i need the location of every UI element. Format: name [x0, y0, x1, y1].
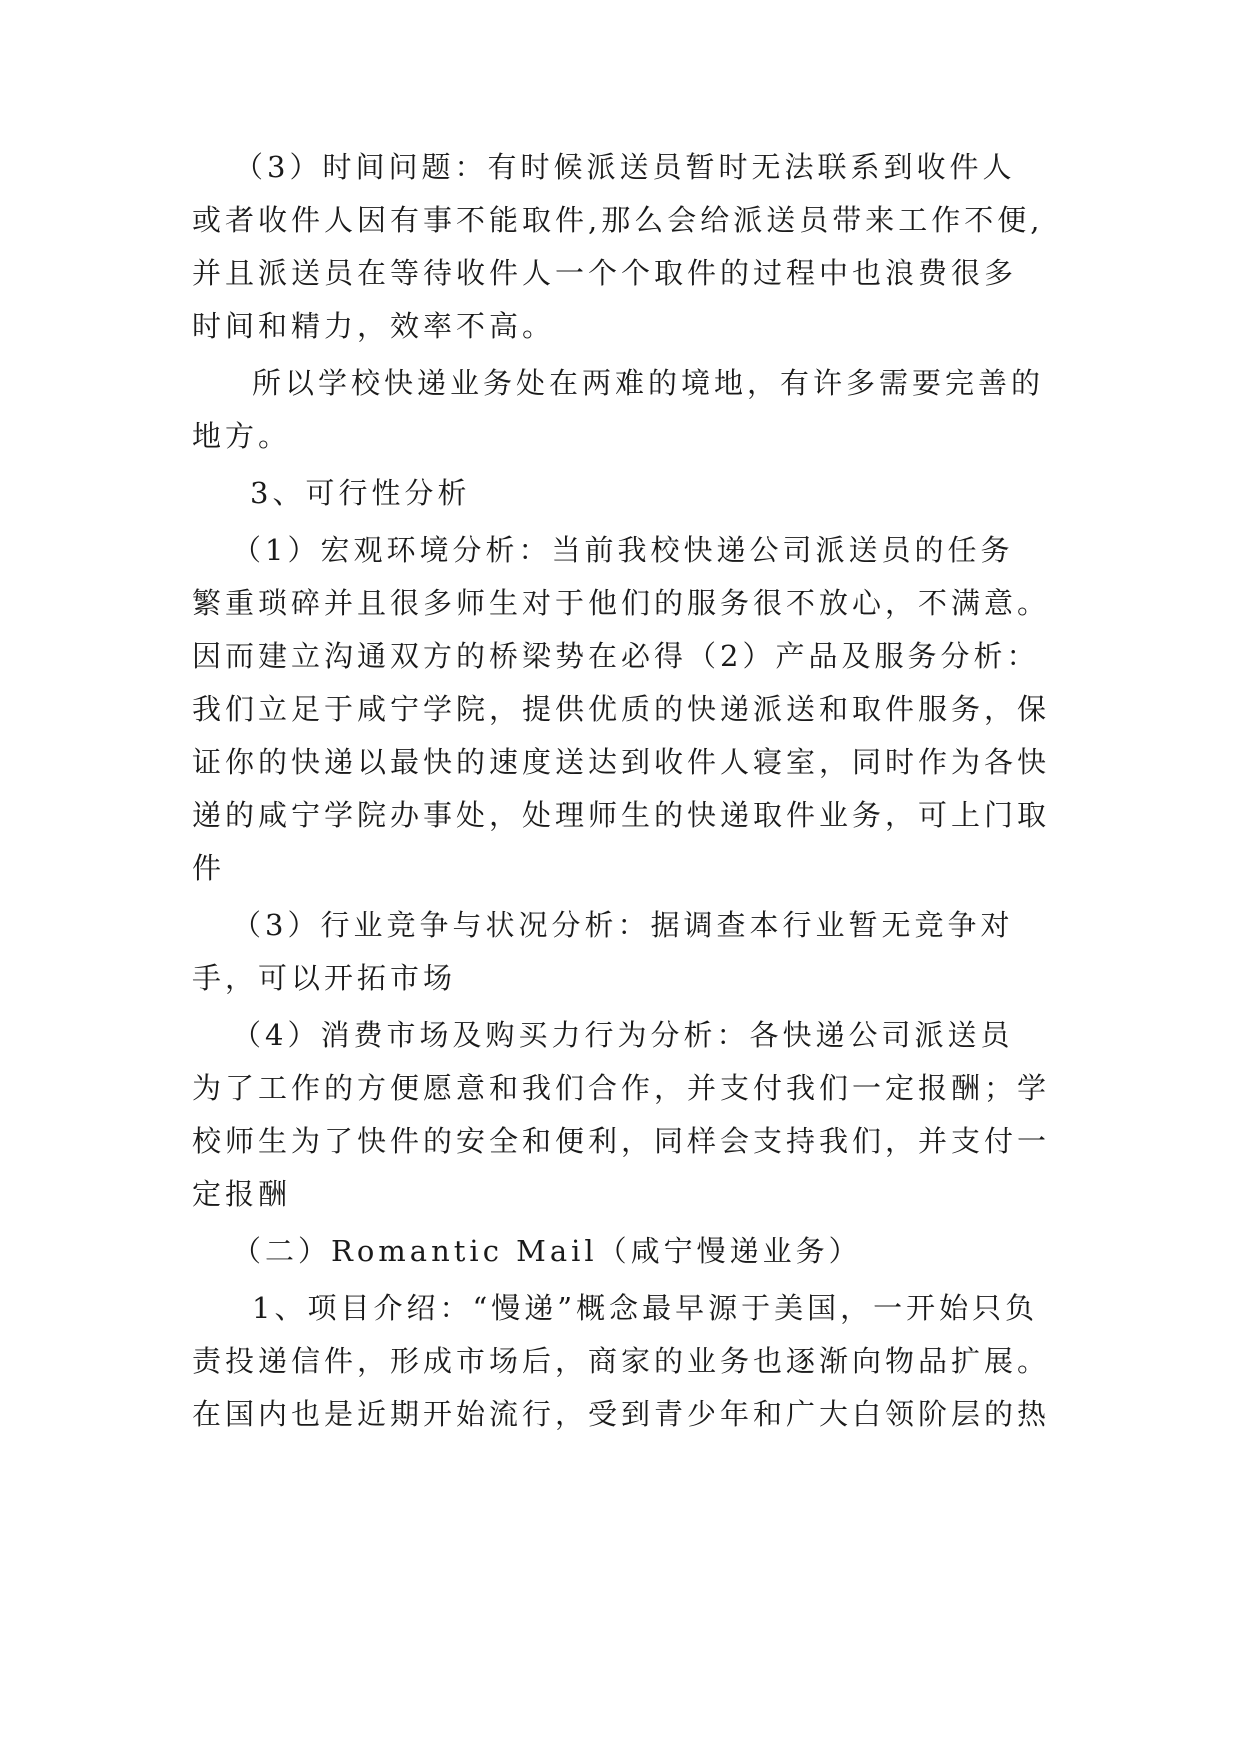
paragraph-line: （3）时间问题：有时候派送员暂时无法联系到收件人 [234, 150, 1016, 184]
paragraph-line: 在国内也是近期开始流行，受到青少年和广大白领阶层的热 [192, 1397, 1051, 1431]
paragraph-line: （4）消费市场及购买力行为分析：各快递公司派送员 [232, 1018, 1014, 1052]
paragraph-line: 地方。 [192, 419, 292, 453]
section-heading: （二）Romantic Mail（咸宁慢递业务） [232, 1234, 862, 1268]
paragraph-line: 并且派送员在等待收件人一个个取件的过程中也浪费很多 [192, 256, 1018, 290]
paragraph-line: 校师生为了快件的安全和便利，同样会支持我们，并支付一 [192, 1124, 1051, 1158]
paragraph-line: 或者收件人因有事不能取件,那么会给派送员带来工作不便, [192, 203, 1044, 237]
paragraph-line: 责投递信件，形成市场后，商家的业务也逐渐向物品扩展。 [192, 1344, 1051, 1378]
paragraph-line: （1）宏观环境分析：当前我校快递公司派送员的任务 [232, 533, 1014, 567]
paragraph-line: 所以学校快递业务处在两难的境地，有许多需要完善的 [252, 366, 1045, 400]
section-heading: 3、可行性分析 [250, 476, 471, 510]
paragraph-line: 时间和精力，效率不高。 [192, 309, 556, 343]
paragraph-line: 我们立足于咸宁学院，提供优质的快递派送和取件服务，保 [192, 692, 1051, 726]
paragraph-line: 定报酬 [192, 1177, 292, 1211]
paragraph-line: （3）行业竞争与状况分析：据调查本行业暂无竞争对 [232, 908, 1014, 942]
paragraph-line: 繁重琐碎并且很多师生对于他们的服务很不放心，不满意。 [192, 586, 1051, 620]
paragraph-line: 1、项目介绍：“慢递”概念最早源于美国，一开始只负 [252, 1291, 1039, 1325]
paragraph-line: 因而建立沟通双方的桥梁势在必得（2）产品及服务分析： [192, 639, 1040, 673]
paragraph-line: 递的咸宁学院办事处，处理师生的快递取件业务，可上门取 [192, 798, 1051, 832]
paragraph-line: 为了工作的方便愿意和我们合作，并支付我们一定报酬；学 [192, 1071, 1051, 1105]
paragraph-line: 手，可以开拓市场 [192, 961, 457, 995]
paragraph-line: 件 [192, 851, 226, 885]
paragraph-line: 证你的快递以最快的速度送达到收件人寝室，同时作为各快 [192, 745, 1051, 779]
